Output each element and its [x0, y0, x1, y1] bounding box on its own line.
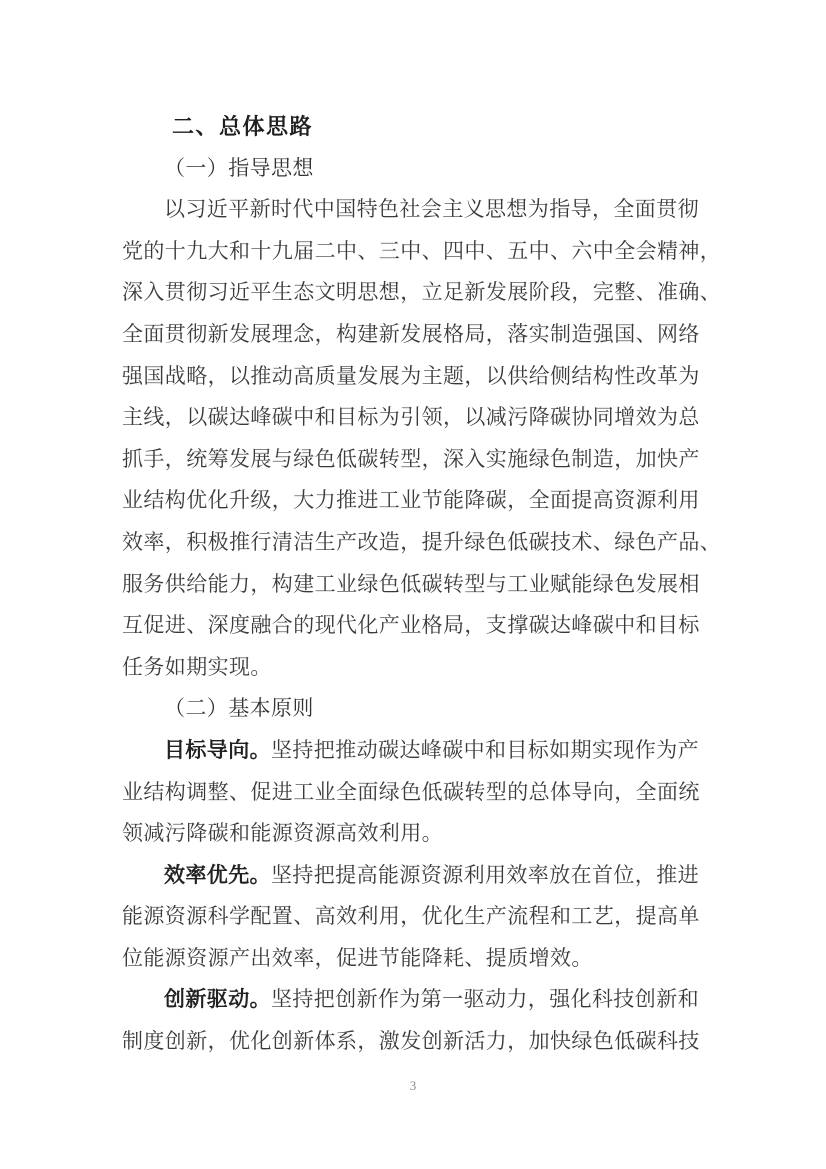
paragraph-line: 业结构优化升级，大力推进工业节能降碳，全面提高资源利用 [122, 488, 700, 513]
subsection-heading-2: （二）基本原则 [164, 696, 314, 721]
paragraph-line [122, 730, 718, 772]
paragraph-lead: 效率优先。 [164, 863, 271, 887]
paragraph-line: 抓手，统筹发展与绿色低碳转型，深入实施绿色制造，加快产 [122, 446, 700, 471]
paragraph-text: 坚持把提高能源资源利用效率放在首位，推进 [271, 862, 699, 887]
paragraph-line: 领减污降碳和能源资源高效利用。 [122, 821, 443, 846]
paragraph-line: 效率，积极推行清洁生产改造，提升绿色低碳技术、绿色产品、 [122, 529, 722, 554]
paragraph-line: 制度创新，优化创新体系，激发创新活力，加快绿色低碳科技 [122, 1029, 700, 1054]
paragraph-lead: 目标导向。 [164, 738, 271, 762]
paragraph-line: 能源资源科学配置、高效利用，优化生产流程和工艺，提高单 [122, 904, 700, 929]
paragraph-line [122, 855, 718, 897]
paragraph-line: 全面贯彻新发展理念，构建新发展格局，落实制造强国、网络 [122, 321, 700, 346]
paragraph-line: 任务如期实现。 [122, 654, 272, 679]
paragraph-line: 服务供给能力，构建工业绿色低碳转型与工业赋能绿色发展相 [122, 571, 700, 596]
paragraph-line: 互促进、深度融合的现代化产业格局，支撑碳达峰碳中和目标 [122, 613, 700, 638]
paragraph-line [122, 979, 718, 1021]
subsection-heading-1: （一）指导思想 [164, 155, 314, 180]
paragraph-line: 以习近平新时代中国特色社会主义思想为指导，全面贯彻 [164, 197, 699, 222]
paragraph-lead: 创新驱动。 [164, 988, 271, 1012]
page-number: 3 [409, 1078, 417, 1093]
paragraph-line: 业结构调整、促进工业全面绿色低碳转型的总体导向，全面统 [122, 779, 700, 804]
paragraph-line: 位能源资源产出效率，促进节能降耗、提质增效。 [122, 945, 593, 970]
paragraph-text: 坚持把推动碳达峰碳中和目标如期实现作为产 [271, 737, 699, 762]
paragraph-text: 坚持把创新作为第一驱动力，强化科技创新和 [271, 987, 699, 1012]
section-heading: 二、总体思路 [172, 114, 314, 139]
paragraph-line: 党的十九大和十九届二中、三中、四中、五中、六中全会精神， [122, 238, 722, 263]
document-body [122, 106, 722, 1063]
paragraph-line: 深入贯彻习近平生态文明思想，立足新发展阶段，完整、准确、 [122, 280, 722, 305]
paragraph-line: 主线，以碳达峰碳中和目标为引领，以减污降碳协同增效为总 [122, 405, 700, 430]
paragraph-line: 强国战略，以推动高质量发展为主题，以供给侧结构性改革为 [122, 363, 700, 388]
